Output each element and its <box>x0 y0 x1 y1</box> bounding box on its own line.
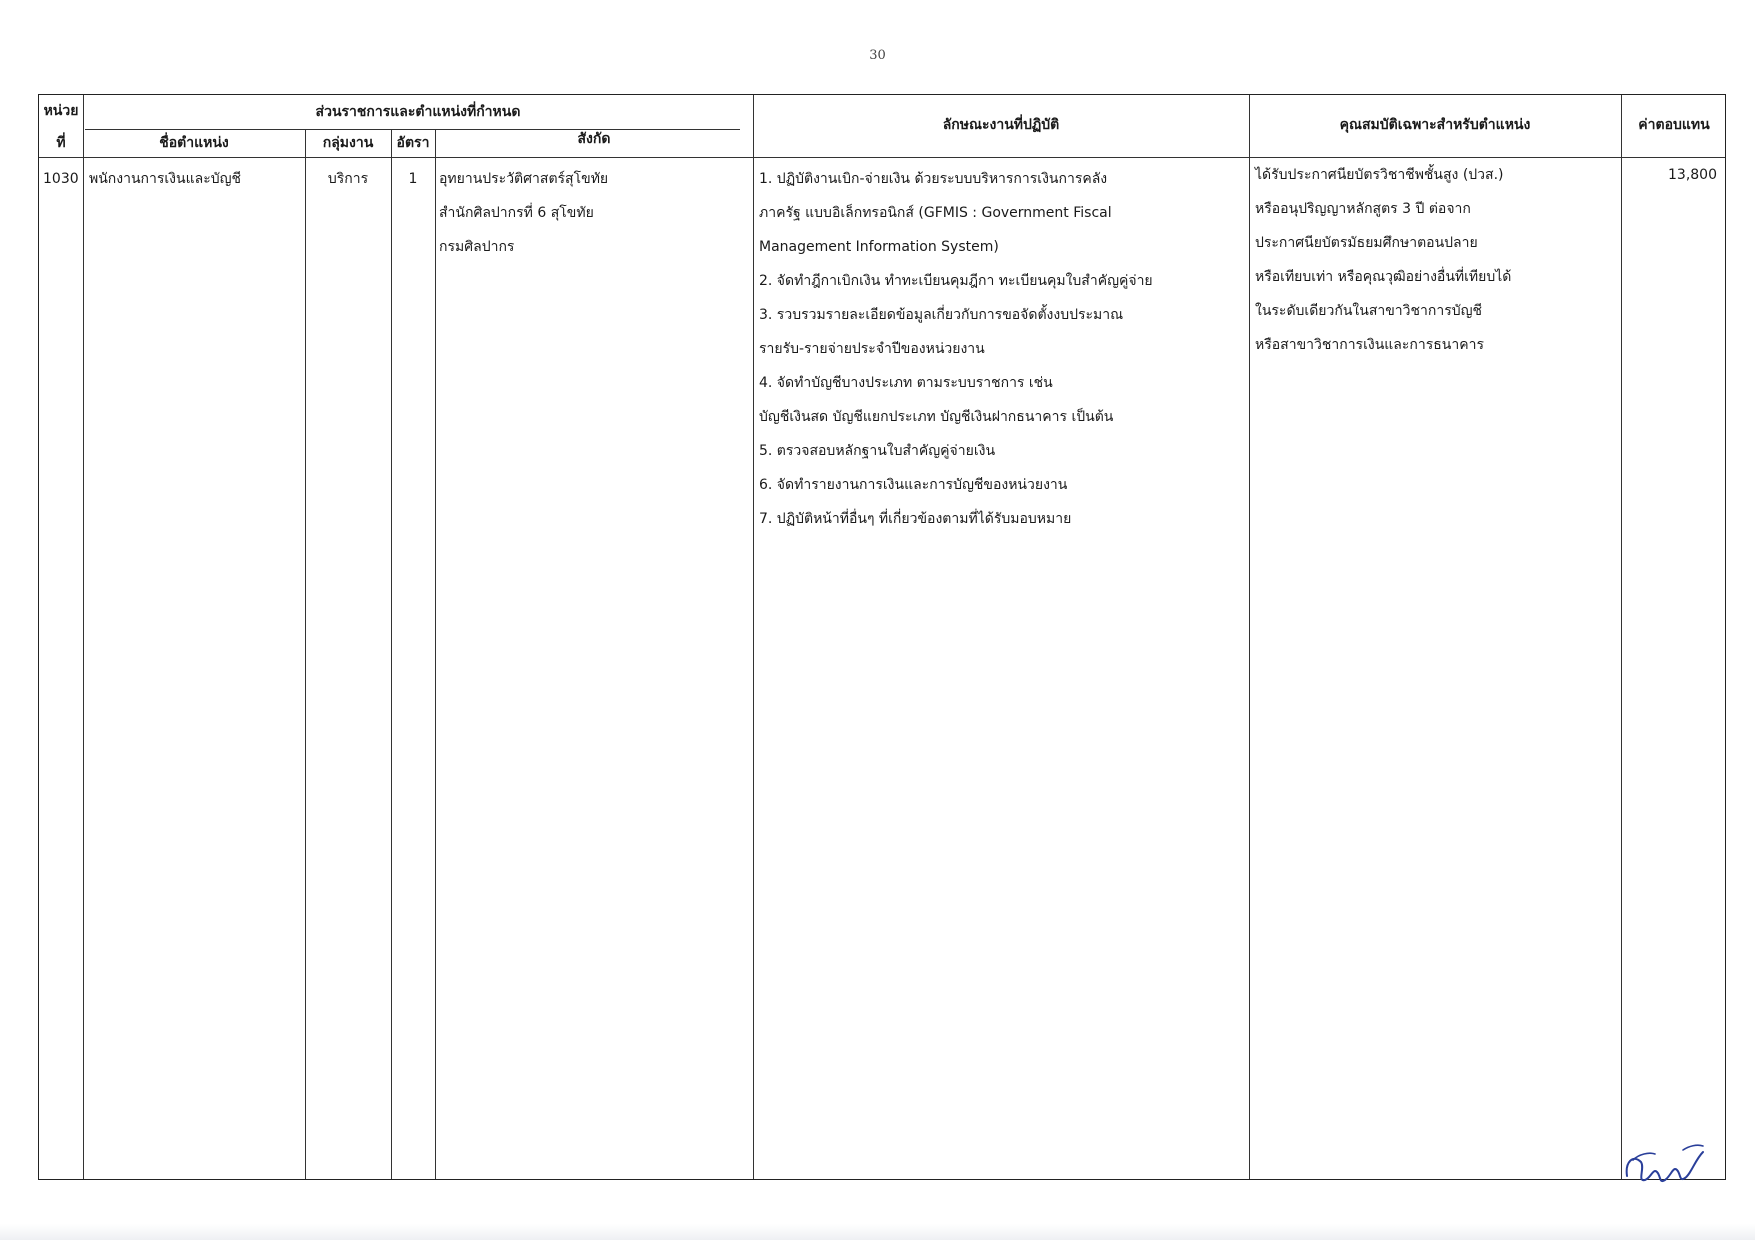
header-duties: ลักษณะงานที่ปฏิบัติ <box>942 117 1060 133</box>
qualification-line: หรือสาขาวิชาการเงินและการธนาคาร <box>1255 337 1484 353</box>
duty-line: รายรับ-รายจ่ายประจำปีของหน่วยงาน <box>759 341 985 357</box>
duty-line: 6. จัดทำรายงานการเงินและการบัญชีของหน่วยงาน <box>759 477 1068 493</box>
affiliation-line: กรมศิลปากร <box>439 239 515 255</box>
duty-line: 3. รวบรวมรายละเอียดข้อมูลเกี่ยวกับการขอจัดตั้งงบประมาณ <box>759 307 1124 323</box>
col-rule-5 <box>753 95 754 1179</box>
header-unit-line2: ที่ <box>56 135 66 151</box>
affiliation-line: สำนักศิลปากรที่ 6 สุโขทัย <box>439 205 594 221</box>
affiliation-line: อุทยานประวัติศาสตร์สุโขทัย <box>439 171 609 187</box>
duty-line: บัญชีเงินสด บัญชีแยกประเภท บัญชีเงินฝากธนาคาร เป็นต้น <box>759 409 1114 425</box>
qualification-line: ประกาศนียบัตรมัธยมศึกษาตอนปลาย <box>1255 235 1478 251</box>
header-position-name: ชื่อตำแหน่ง <box>159 135 229 151</box>
row-work-group: บริการ <box>327 171 369 187</box>
header-bottom-rule <box>39 157 1725 158</box>
col-rule-3 <box>391 129 392 1179</box>
header-work-group: กลุ่มงาน <box>322 135 374 151</box>
page-number: 30 <box>869 48 886 63</box>
duty-line: ภาครัฐ แบบอิเล็กทรอนิกส์ (GFMIS : Government Fiscal <box>759 205 1112 221</box>
duty-line: 7. ปฏิบัติหน้าที่อื่นๆ ที่เกี่ยวข้องตามที่ได้รับมอบหมาย <box>759 511 1072 527</box>
header-unit-line1: หน่วย <box>43 103 79 119</box>
duty-line: 2. จัดทำฎีกาเบิกเงิน ทำทะเบียนคุมฎีกา ทะเบียนคุมใบสำคัญคู่จ่าย <box>759 273 1153 289</box>
col-rule-2 <box>305 129 306 1179</box>
duty-line: 5. ตรวจสอบหลักฐานใบสำคัญคู่จ่ายเงิน <box>759 443 996 459</box>
header-compensation: ค่าตอบแทน <box>1638 117 1710 133</box>
header-rate: อัตรา <box>396 135 430 151</box>
qualification-line: ได้รับประกาศนียบัตรวิชาชีพชั้นสูง (ปวส.) <box>1255 167 1504 183</box>
qualification-line: หรือเทียบเท่า หรือคุณวุฒิอย่างอื่นที่เทียบได้ <box>1255 269 1512 285</box>
duty-line: 1. ปฏิบัติงานเบิก-จ่ายเงิน ด้วยระบบบริหารการเงินการคลัง <box>759 171 1108 187</box>
row-unit: 1030 <box>43 171 79 187</box>
row-rate: 1 <box>408 171 418 187</box>
row-position-name: พนักงานการเงินและบัญชี <box>89 171 242 187</box>
qualification-line: หรืออนุปริญญาหลักสูตร 3 ปี ต่อจาก <box>1255 201 1471 217</box>
col-rule-7 <box>1621 95 1622 1179</box>
header-group-title: ส่วนราชการและตำแหน่งที่กำหนด <box>315 104 521 120</box>
col-rule-4 <box>435 129 436 1179</box>
header-affiliation: สังกัด <box>577 131 611 147</box>
position-table <box>38 94 1726 1180</box>
header-qualifications: คุณสมบัติเฉพาะสำหรับตำแหน่ง <box>1339 117 1531 133</box>
duty-line: 4. จัดทำบัญชีบางประเภท ตามระบบราชการ เช่น <box>759 375 1053 391</box>
scan-edge <box>0 1224 1755 1240</box>
col-rule-6 <box>1249 95 1250 1179</box>
duty-line: Management Information System) <box>759 239 999 255</box>
handwritten-signature-icon <box>1619 1132 1709 1192</box>
col-rule-1 <box>83 95 84 1179</box>
qualification-line: ในระดับเดียวกันในสาขาวิชาการบัญชี <box>1255 303 1483 319</box>
row-compensation: 13,800 <box>1668 167 1717 183</box>
